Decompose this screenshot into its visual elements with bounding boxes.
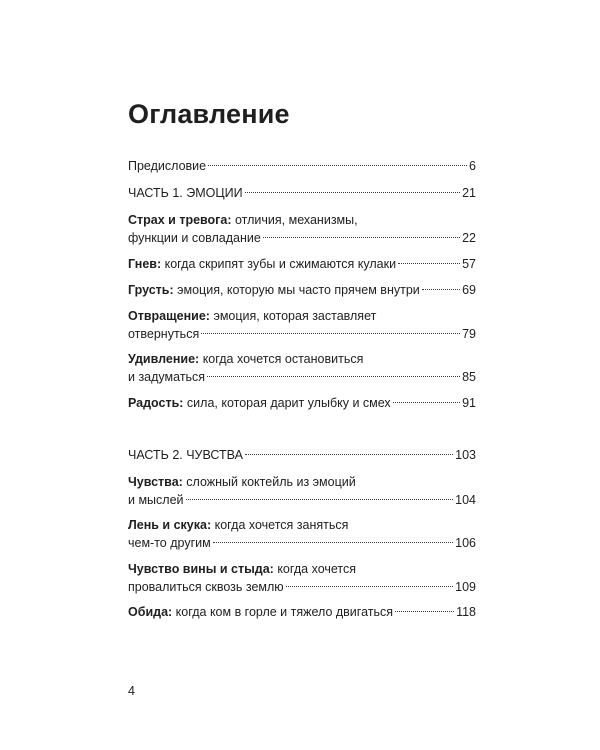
dot-leader xyxy=(286,586,453,587)
toc-entry-continuation: и мыслей xyxy=(128,493,184,507)
toc-entry-text: отличия, механизмы, xyxy=(231,213,358,227)
toc-entry-continuation: чем-то другим xyxy=(128,536,211,550)
toc-entry-heading: Лень и скука: xyxy=(128,518,212,532)
toc-entry-continuation: провалиться сквозь землю xyxy=(128,580,284,594)
toc-entry-heading: Гнев: xyxy=(128,257,162,271)
toc-page-number: 118 xyxy=(456,605,476,619)
toc-entry-fear xyxy=(128,211,476,247)
toc-entry-text: эмоция, которая заставляет xyxy=(209,309,377,323)
toc-page-number: 79 xyxy=(462,327,476,341)
toc-entry-text: сложный коктейль из эмоций xyxy=(182,475,356,489)
dot-leader xyxy=(263,237,460,238)
toc-entry-text: когда скрипят зубы и сжимаются кулаки xyxy=(161,257,397,271)
toc-entry-guilt xyxy=(128,560,476,596)
toc-page-number: 85 xyxy=(462,370,476,384)
page-title: Оглавление xyxy=(128,99,290,129)
dot-leader xyxy=(245,192,461,193)
toc-entry-feelings xyxy=(128,473,476,509)
toc-page-number: 103 xyxy=(455,448,476,462)
dot-leader xyxy=(393,402,460,403)
toc-entry-heading: Отвращение: xyxy=(128,309,210,323)
toc-page-number: 22 xyxy=(462,231,476,245)
toc-entry-text: сила, которая дарит улыбку и смех xyxy=(183,396,391,410)
toc-entry-disgust xyxy=(128,307,476,343)
toc-entry-preface xyxy=(128,157,476,175)
toc-entry-laziness xyxy=(128,516,476,552)
toc-entry-continuation: функции и совладание xyxy=(128,231,261,245)
toc-entry-joy xyxy=(128,394,476,412)
toc-entry-resentment xyxy=(128,603,476,621)
toc-page-number: 57 xyxy=(462,257,476,271)
toc-entry-anger xyxy=(128,255,476,273)
toc-entry-heading: Чувства: xyxy=(128,475,183,489)
toc-part-heading: ЧАСТЬ 2. ЧУВСТВА xyxy=(128,448,243,462)
dot-leader xyxy=(207,376,460,377)
dot-leader xyxy=(201,333,460,334)
toc-entry-heading: Чувство вины и стыда: xyxy=(128,562,274,576)
page-number: 4 xyxy=(128,684,135,698)
dot-leader xyxy=(186,499,454,500)
dot-leader xyxy=(213,542,453,543)
toc-entry-heading: Удивление: xyxy=(128,352,200,366)
toc-entry-text: когда хочется xyxy=(273,562,357,576)
toc-page-number: 106 xyxy=(455,536,476,550)
dot-leader xyxy=(422,289,460,290)
toc-page-number: 109 xyxy=(455,580,476,594)
toc-entry-text: эмоция, которую мы часто прячем внутри xyxy=(173,283,420,297)
toc-entry-heading: Грусть: xyxy=(128,283,174,297)
toc-page-number: 6 xyxy=(469,159,476,173)
toc-entry-part-2 xyxy=(128,446,476,464)
dot-leader xyxy=(245,454,453,455)
toc-entry-heading: Радость: xyxy=(128,396,184,410)
toc-entry-continuation: и задуматься xyxy=(128,370,206,384)
dot-leader xyxy=(208,165,467,166)
toc-entry-surprise xyxy=(128,350,476,386)
toc-entry-continuation: отвернуться xyxy=(128,327,200,341)
toc-page-number: 21 xyxy=(462,186,476,200)
toc-entry-text: когда хочется заняться xyxy=(211,518,349,532)
dot-leader xyxy=(395,611,454,612)
toc-entry-part-1 xyxy=(128,184,476,202)
toc-page-number: 104 xyxy=(455,493,476,507)
toc-entry-text: когда ком в горле и тяжело двигаться xyxy=(172,605,394,619)
toc-part-heading: ЧАСТЬ 1. ЭМОЦИИ xyxy=(128,186,243,200)
toc-page-number: 69 xyxy=(462,283,476,297)
toc-entry-heading: Обида: xyxy=(128,605,173,619)
toc-entry-heading: Страх и тревога: xyxy=(128,213,232,227)
dot-leader xyxy=(398,263,460,264)
toc-page-number: 91 xyxy=(462,396,476,410)
toc-entry-text: когда хочется остановиться xyxy=(199,352,364,366)
toc-entry-text: Предисловие xyxy=(128,159,207,173)
toc-entry-sadness xyxy=(128,281,476,299)
